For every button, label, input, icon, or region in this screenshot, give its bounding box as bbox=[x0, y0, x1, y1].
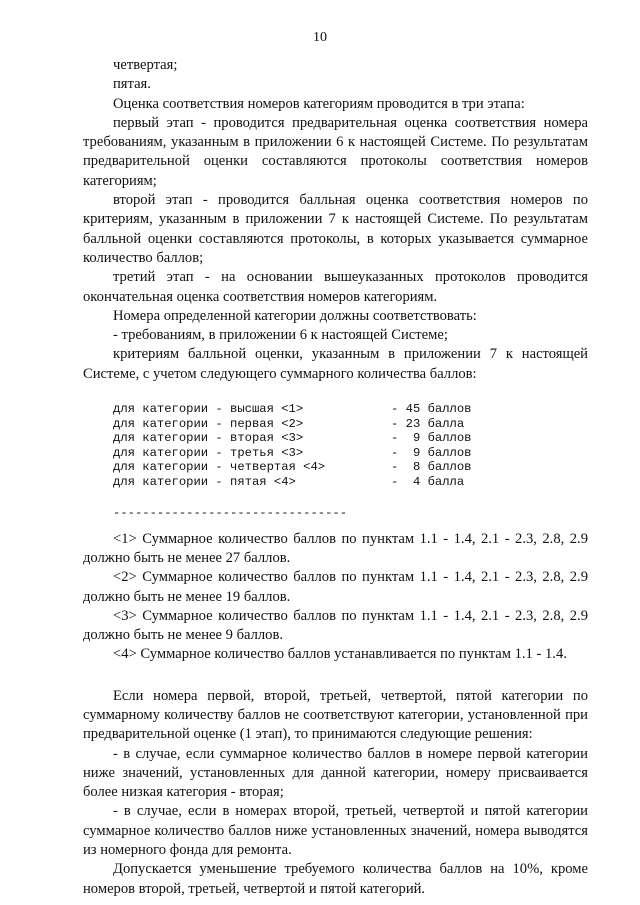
score-value: - 23 балла bbox=[391, 416, 465, 431]
footnote-3: <3> Суммарное количество баллов по пунктам 1.1 - 1.4, 2.1 - 2.3, 2.8, 2.9 должно быть не менее 9 баллов. bbox=[83, 607, 588, 644]
stage-one: первый этап - проводится предварительная оценка соответствия номера требованиям, указанным в приложении 6 к настоящей Системе. По результатам предварительной оценки составляются протоколы соответствия номеров категориям; bbox=[83, 114, 588, 189]
page-number: 10 bbox=[313, 30, 327, 45]
list-item-fifth: пятая. bbox=[113, 76, 151, 93]
score-label: для категории - третья <3> bbox=[113, 445, 304, 460]
requirement-appendix-6: - требованиям, в приложении 6 к настоящей Системе; bbox=[113, 327, 448, 344]
score-label: для категории - высшая <1> bbox=[113, 402, 304, 417]
mismatch-intro: Если номера первой, второй, третьей, четвертой, пятой категории по суммарному количеству баллов не соответствуют категории, установленной при предварительной оценке (1 этап), то принимаются следующие решения: bbox=[83, 687, 588, 743]
score-table bbox=[83, 402, 588, 490]
footnote-separator: -------------------------------- bbox=[113, 505, 348, 520]
score-value: - 4 балла bbox=[391, 475, 465, 490]
stage-three: третий этап - на основании вышеуказанных протоколов проводится окончательная оценка соответствия номеров категориям. bbox=[83, 269, 588, 305]
score-label: для категории - вторая <3> bbox=[113, 431, 304, 446]
reduction-allowance: Допускается уменьшение требуемого количества баллов на 10%, кроме номеров второй, третьей, четвертой и пятой категорий. bbox=[83, 861, 588, 897]
requirement-appendix-7: критериям балльной оценки, указанным в приложении 7 к настоящей Системе, с учетом следующего суммарного количества баллов: bbox=[83, 346, 588, 382]
footnote-1: <1> Суммарное количество баллов по пунктам 1.1 - 1.4, 2.1 - 2.3, 2.8, 2.9 должно быть не менее 27 баллов. bbox=[83, 530, 588, 566]
stages-intro: Оценка соответствия номеров категориям проводится в три этапа: bbox=[113, 95, 525, 112]
score-value: - 8 баллов bbox=[391, 460, 472, 475]
footnote-4: <4> Суммарное количество баллов устанавливается по пунктам 1.1 - 1.4. bbox=[113, 646, 567, 663]
document-body bbox=[83, 56, 588, 899]
decision-first-category: - в случае, если суммарное количество баллов в номере первой категории ниже значений, установленных для данной категории, номеру присваивается более низкая категория - вторая; bbox=[83, 745, 588, 801]
score-value: - 9 баллов bbox=[391, 431, 472, 446]
requirements-intro: Номера определенной категории должны соответствовать: bbox=[113, 307, 477, 324]
decision-other-categories: - в случае, если в номерах второй, третьей, четвертой и пятой категории суммарное количество баллов ниже установленных значений, номера выводятся из номерного фонда для ремонта. bbox=[83, 803, 588, 859]
score-row bbox=[83, 402, 588, 417]
score-row bbox=[83, 417, 588, 432]
score-label: для категории - первая <2> bbox=[113, 416, 304, 431]
footnote-2: <2> Суммарное количество баллов по пунктам 1.1 - 1.4, 2.1 - 2.3, 2.8, 2.9 должно быть не менее 19 баллов. bbox=[83, 569, 588, 605]
stage-two: второй этап - проводится балльная оценка соответствия номеров по критериям, указанным в приложении 7 к настоящей Системе. По результатам балльной оценки составляются протоколы, в которых указывается суммарное количество баллов; bbox=[83, 192, 588, 266]
score-row bbox=[83, 475, 588, 490]
score-value: - 45 баллов bbox=[391, 402, 472, 417]
score-row bbox=[83, 446, 588, 461]
score-label: для категории - пятая <4> bbox=[113, 475, 296, 490]
score-label: для категории - четвертая <4> bbox=[113, 460, 326, 475]
score-row bbox=[83, 431, 588, 446]
score-value: - 9 баллов bbox=[391, 445, 472, 460]
score-row bbox=[83, 460, 588, 475]
list-item-fourth: четвертая; bbox=[113, 57, 178, 73]
